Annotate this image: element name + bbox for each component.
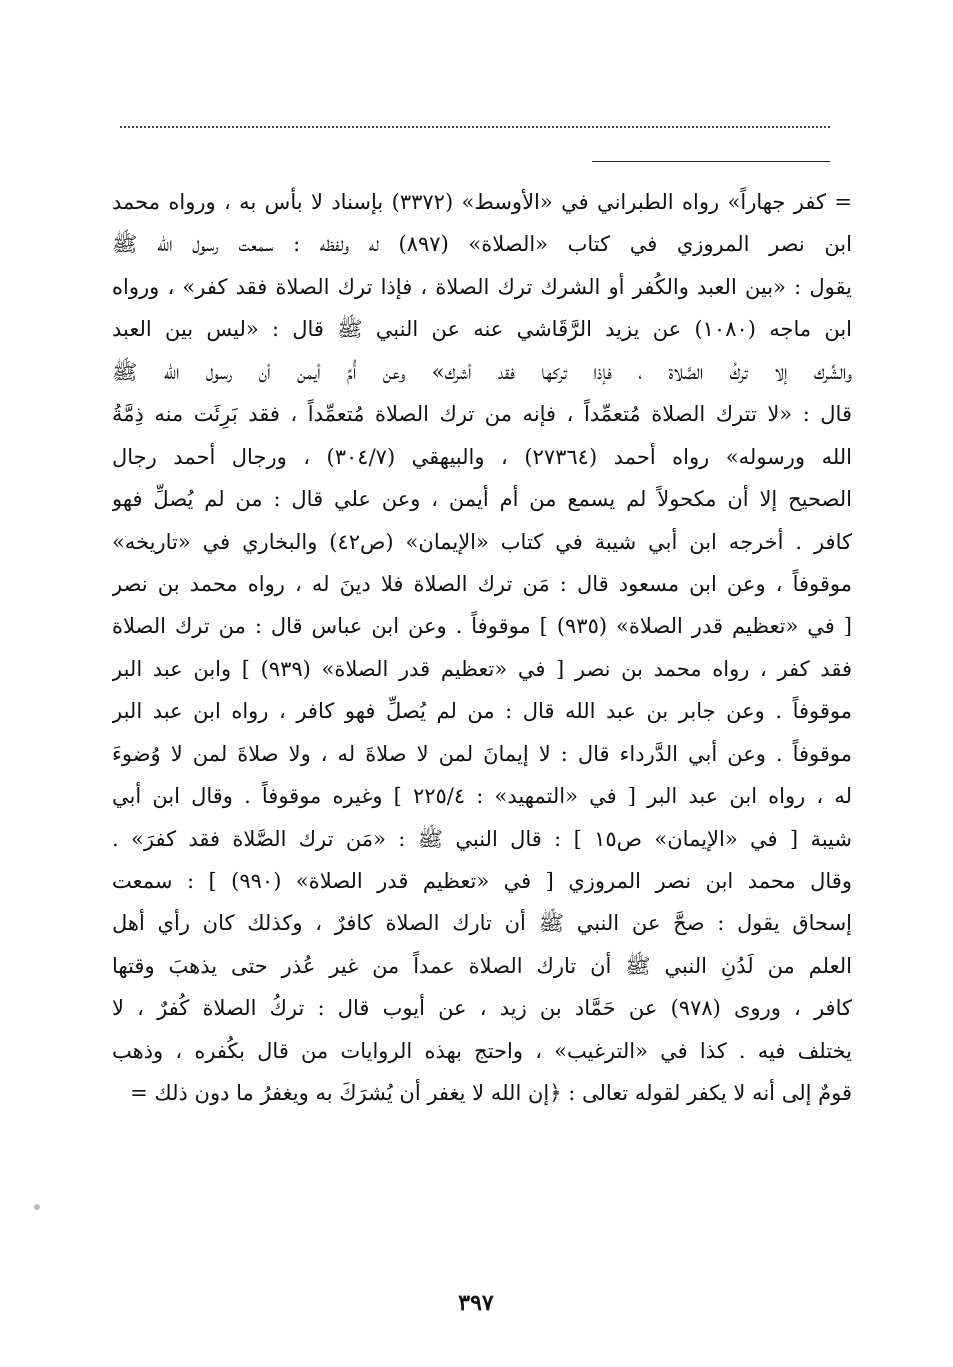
- text-line-3: يقول : «بين العبد والكُفر أو الشرك ترك الصلاة ، فإذا ترك الصلاة فقد كفر» ، ورواه: [112, 274, 852, 299]
- text-line-11: [ في «تعظيم قدر الصلاة» (٩٣٥) ] موقوفاً . وعن ابن عباس قال : من ترك الصلاة: [112, 614, 852, 639]
- margin-speck: [34, 1204, 40, 1210]
- header-dotted-rule: [120, 126, 830, 128]
- text-line-12: فقد كفر ، رواه محمد بن نصر [ في «تعظيم قدر الصلاة» (٩٣٩) ] وابن عبد البر: [112, 656, 852, 681]
- text-line-10: موقوفاً ، وعن ابن مسعود قال : مَن ترك الصلاة فلا دينَ له ، رواه محمد بن نصر: [112, 571, 852, 596]
- text-line-4: ابن ماجه (١٠٨٠) عن يزيد الرَّقَاشي عنه عن النبي ﷺ قال : «ليس بين العبد: [112, 317, 852, 342]
- text-line-18: إسحاق يقول : صحَّ عن النبي ﷺ أن تارك الصلاة كافرٌ ، وكذلك كان رأي أهل: [112, 911, 852, 936]
- text-line-5: والشِّرك إلا تركُ الصَّلاة ، فإذا تركها فقد أشرك» وعن أُمِّ أيمن أن رسول الله ﷺ: [112, 359, 852, 384]
- text-line-1: = كفر جهاراً» رواه الطبراني في «الأوسط» (٣٣٧٢) بإسناد لا بأس به ، ورواه محمد: [112, 190, 852, 214]
- text-line-8: الصحيح إلا أن مكحولاً لم يسمع من أم أيمن ، وعن علي قال : من لم يُصلِّ فهو: [112, 487, 852, 512]
- text-line-20: كافر ، وروى (٩٧٨) عن حَمَّاد بن زيد ، عن أيوب قال : تركُ الصلاة كُفرٌ ، لا: [112, 996, 852, 1021]
- text-line-2: ابن نصر المروزي في كتاب «الصلاة» (٨٩٧) له ولفظه : سمعت رسول الله ﷺ: [112, 232, 852, 257]
- footnote-separator-rule: [592, 161, 830, 162]
- text-line-7: الله ورسوله» رواه أحمد (٢٧٣٦٤) ، والبيهقي (٣٠٤/٧) ، ورجال أحمد رجال: [112, 444, 852, 469]
- text-line-13: موقوفاً . وعن جابر بن عبد الله قال : من لم يُصلِّ فهو كافر ، رواه ابن عبد البر: [112, 699, 852, 724]
- text-line-6: قال : «لا تترك الصلاة مُتعمِّداً ، فإنه من ترك الصلاة مُتعمِّداً ، فقد بَرِئَت منه ذِمَّةُ: [112, 402, 852, 427]
- text-line-19: العلم من لَدُنِ النبي ﷺ أن تارك الصلاة عمداً من غير عُذر حتى يذهبَ وقتها: [112, 953, 852, 978]
- text-line-21: يختلف فيه . كذا في «الترغيب» ، واحتج بهذه الروايات من قال بكُفره ، وذهب: [112, 1038, 852, 1063]
- footnote-text-block: [112, 181, 852, 1115]
- text-line-17: وقال محمد ابن نصر المروزي [ في «تعظيم قدر الصلاة» (٩٩٠) ] : سمعت: [112, 869, 852, 893]
- text-line-15: له ، رواه ابن عبد البر [ في «التمهيد» : ٢٢٥/٤ ] وغيره موقوفاً . وقال ابن أبي: [112, 784, 852, 809]
- text-line-14: موقوفاً . وعن أبي الدَّرداء قال : لا إيمانَ لمن لا صلاةَ له ، ولا صلاةَ لمن لا وُضوءَ: [112, 741, 852, 766]
- page-number: ٣٩٧: [458, 1290, 494, 1316]
- text-line-22: قومٌ إلى أنه لا يكفر لقوله تعالى : ﴿إن الله لا يغفر أن يُشرَكَ به ويغفرُ ما دون ذلك =: [130, 1081, 852, 1106]
- text-line-16: شيبة [ في «الإيمان» ص١٥ ] : قال النبي ﷺ : «مَن ترك الصَّلاة فقد كفرَ» .: [112, 826, 852, 851]
- text-line-9: كافر . أخرجه ابن أبي شيبة في كتاب «الإيمان» (ص٤٢) والبخاري في «تاريخه»: [112, 529, 852, 554]
